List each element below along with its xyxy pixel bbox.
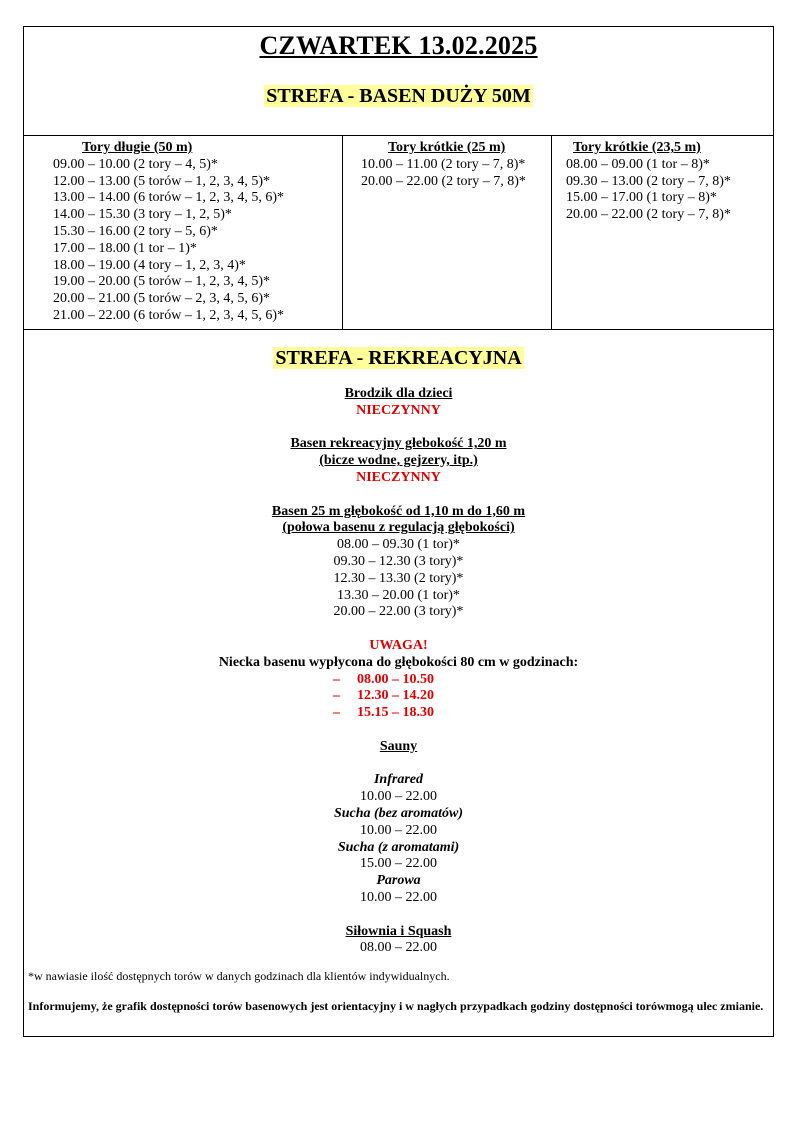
recreation-section [24,346,773,1014]
rec-pool-status: NIECZYNNY [356,469,441,485]
rec-pool-name: Basen rekreacyjny głebokość 1,20 m [290,436,507,452]
pool25-name: Basen 25 m głębokość od 1,10 m do 1,60 m [271,503,526,519]
sauna-name: Parowa [376,873,421,889]
sauna-hours: 10.00 – 22.00 [360,822,437,838]
rec-pool-sub: (bicze wodne, gejzery, itp.) [319,453,478,469]
notice-time-row [24,688,773,705]
lane-slot: 15.00 – 17.00 (1 tory – 8)* [566,190,717,206]
sauna-name: Sucha (z aromatami) [337,839,460,855]
schedule-frame [23,26,774,1037]
lanes-table [24,136,773,330]
zone-title-big-pool-text: STREFA - BASEN DUŻY 50M [266,85,531,107]
pool25-sub: (połowa basenu z regulacją głębokości) [282,520,515,536]
kids-pool-name: Brodzik dla dzieci [344,386,453,401]
pool25-slot: 08.00 – 09.30 (1 tor)* [337,537,460,553]
zone-title-recreation [24,346,773,370]
footnote-asterisk: *w nawiasie ilość dostępnych torów w danych godzinach dla klientów indywidualnych. [28,969,450,984]
lane-slot: 19.00 – 20.00 (5 torów – 1, 2, 3, 4, 5)* [53,274,270,290]
column-heading: Tory krótkie (23,5 m) [573,140,701,155]
sauna-hours: 15.00 – 22.00 [360,856,437,872]
notice-time: 15.15 – 18.30 [357,705,434,721]
zone-title-big-pool [24,85,773,108]
header-section [24,27,773,136]
notice-time-row [24,672,773,689]
lane-slot: 20.00 – 21.00 (5 torów – 2, 3, 4, 5, 6)* [53,291,270,307]
lane-slot: 21.00 – 22.00 (6 torów – 1, 2, 3, 4, 5, 6)* [53,307,284,323]
notice-title: UWAGA! [369,637,428,653]
lane-slot: 14.00 – 15.30 (3 tory – 1, 2, 5)* [53,207,232,223]
lane-slot: 09.00 – 10.00 (2 tory – 4, 5)* [53,156,218,172]
notice-time: 08.00 – 10.50 [357,671,434,687]
column-long-lanes [24,136,342,329]
column-heading: Tory krótkie (25 m) [388,140,506,155]
lane-slot: 17.00 – 18.00 (1 tor – 1)* [53,240,197,256]
pool25-slot: 12.30 – 13.30 (2 tory)* [333,570,464,586]
sauna-hours: 10.00 – 22.00 [360,889,437,905]
column-heading: Tory długie (50 m) [82,140,193,155]
gym-hours: 08.00 – 22.00 [360,940,437,956]
footer-notes [24,969,773,1014]
pool25-slot: 09.30 – 12.30 (3 tory)* [333,553,464,569]
lane-slot: 13.00 – 14.00 (6 torów – 1, 2, 3, 4, 5, 6)* [53,190,284,206]
lane-slot: 15.30 – 16.00 (2 tory – 5, 6)* [53,223,218,239]
lane-slot: 12.00 – 13.00 (5 torów – 1, 2, 3, 4, 5)* [53,173,270,189]
pool25-slot: 13.30 – 20.00 (1 tor)* [337,587,460,603]
sauna-name: Infrared [373,772,423,788]
lane-slot: 08.00 – 09.00 (1 tor – 8)* [566,156,710,172]
lane-slot: 09.30 – 13.00 (2 tory – 7, 8)* [566,173,731,189]
lane-slot: 20.00 – 22.00 (2 tory – 7, 8)* [361,173,526,189]
gym-title: Siłownia i Squash [345,923,452,939]
column-short-lanes-25 [342,136,551,329]
lane-slot: 20.00 – 22.00 (2 tory – 7, 8)* [566,207,731,223]
date-title: CZWARTEK 13.02.2025 [259,31,538,60]
zone-title-recreation-text: STREFA - REKREACYJNA [275,347,522,369]
footnote-disclaimer: Informujemy, że grafik dostępności torów basenowych jest orientacyjny i w nagłych przypadkach godziny dostępności torówmogą ulec zmianie. [28,999,764,1014]
pool25-slot: 20.00 – 22.00 (3 tory)* [333,604,464,620]
sauna-name: Sucha (bez aromatów) [333,805,464,821]
notice-text: Niecka basenu wypłycona do głębokości 80 cm w godzinach: [218,654,579,670]
sauna-hours: 10.00 – 22.00 [360,789,437,805]
notice-time: 12.30 – 14.20 [357,688,434,704]
column-short-lanes-23-5 [551,136,773,329]
kids-pool-status: NIECZYNNY [356,402,441,418]
saunas-title: Sauny [379,738,418,754]
notice-time-row [24,705,773,722]
notice-dash: – [333,671,340,687]
notice-dash: – [333,688,340,704]
lane-slot: 10.00 – 11.00 (2 tory – 7, 8)* [361,156,526,172]
lane-slot: 18.00 – 19.00 (4 tory – 1, 2, 3, 4)* [53,257,246,273]
notice-dash: – [333,705,340,721]
